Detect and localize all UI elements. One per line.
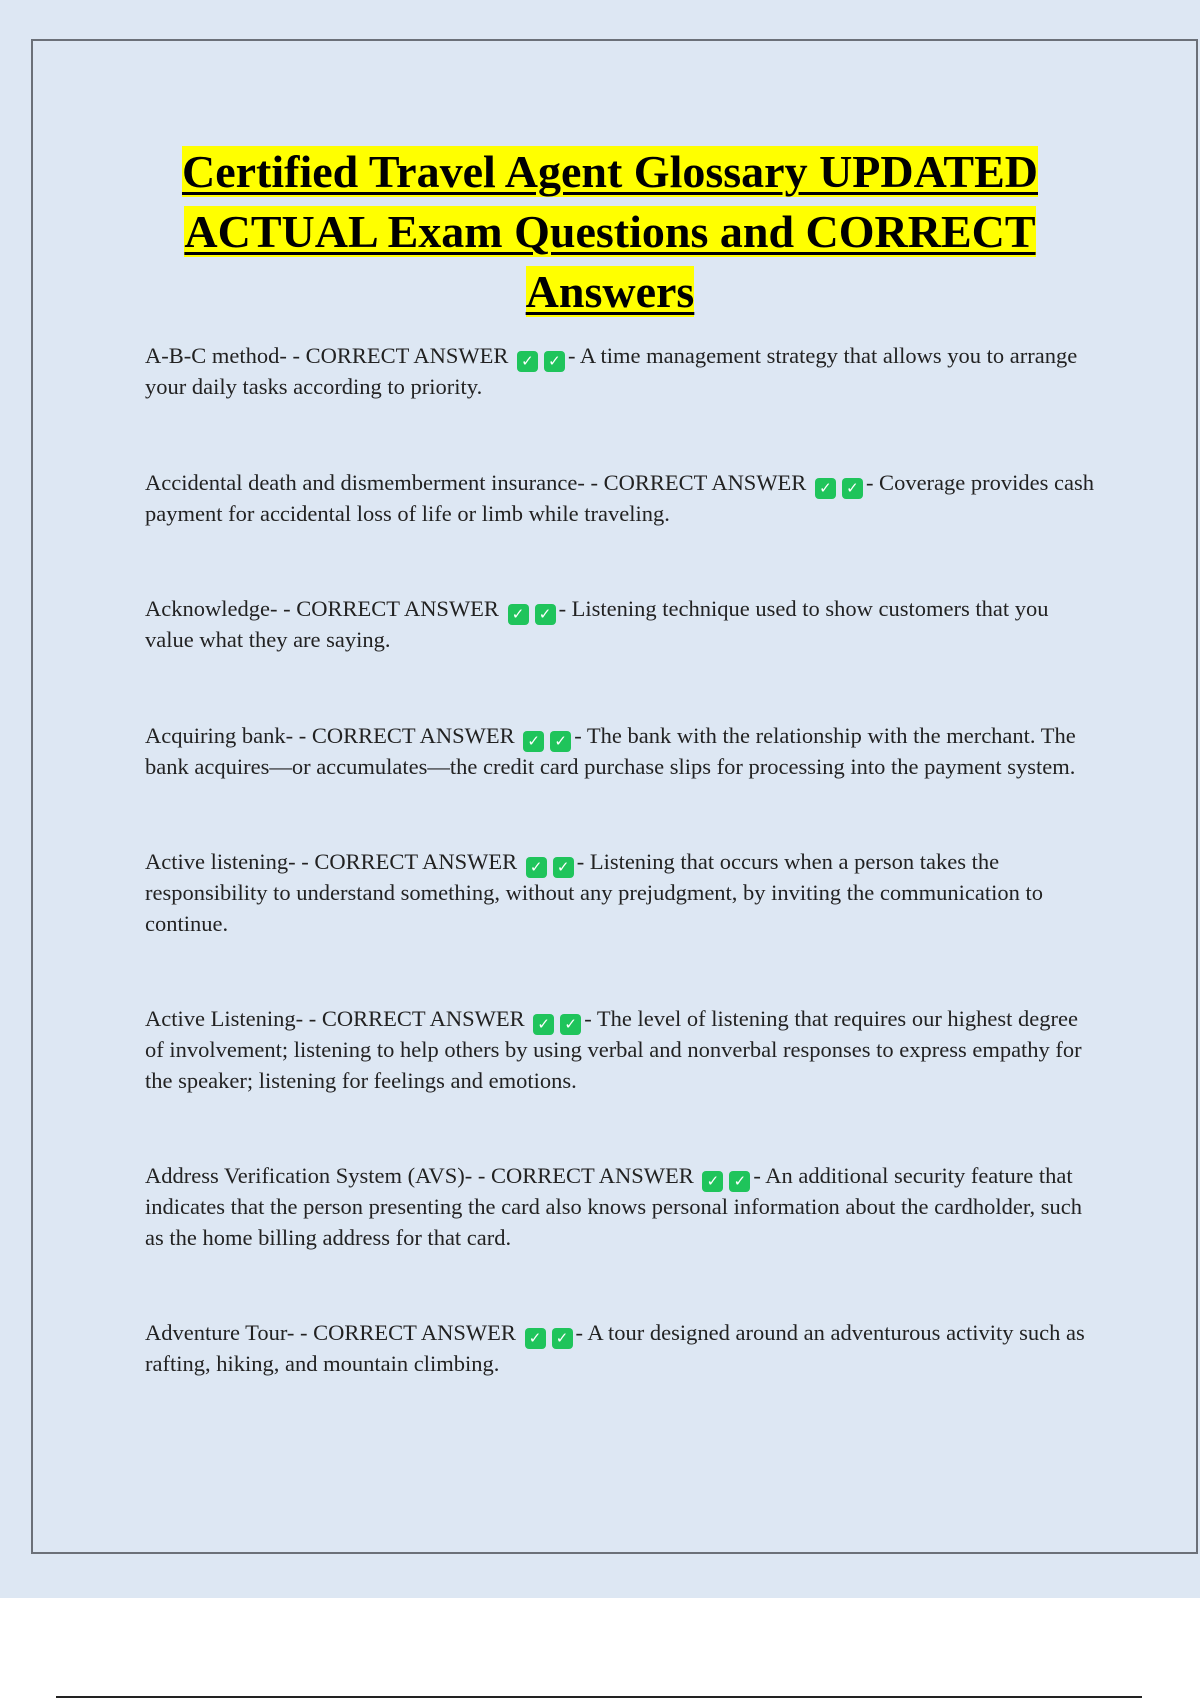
glossary-entry xyxy=(145,1318,1095,1380)
check-mark-icon: ✓ xyxy=(533,1014,554,1035)
entry-definition: - Listening that occurs when a person takes the responsibility to understand something, without any prejudgment, by inviting the communication to continue. xyxy=(145,849,1044,936)
glossary-entry xyxy=(145,341,1095,403)
check-mark-icon: ✓ xyxy=(560,1014,581,1035)
entry-definition: - Listening technique used to show customers that you value what they are saying. xyxy=(145,596,1049,652)
answer-label: - CORRECT ANSWER xyxy=(298,722,515,748)
entry-term: Adventure Tour- xyxy=(145,1320,301,1345)
check-mark-icon: ✓ xyxy=(702,1171,723,1192)
entry-term: A-B-C method- xyxy=(145,343,293,368)
check-mark-icon: ✓ xyxy=(550,731,571,752)
title-line-3: Answers xyxy=(525,266,695,317)
glossary-entry xyxy=(145,847,1095,939)
document-title xyxy=(145,142,1075,322)
glossary-entry xyxy=(145,468,1095,530)
title-line-1: Certified Travel Agent Glossary UPDATED xyxy=(181,146,1038,197)
answer-label: - CORRECT ANSWER xyxy=(477,1163,694,1188)
answer-label: - CORRECT ANSWER xyxy=(292,343,509,368)
entry-definition: - The bank with the relationship with the merchant. The bank acquires—or accumulates—the credit card purchase slips for processing into the payment system. xyxy=(145,722,1076,779)
check-mark-icon: ✓ xyxy=(523,731,544,752)
check-mark-icon: ✓ xyxy=(544,351,565,372)
answer-label: - CORRECT ANSWER xyxy=(301,849,518,874)
title-line-2: ACTUAL Exam Questions and CORRECT xyxy=(184,206,1036,257)
footer-rule xyxy=(56,1696,1142,1698)
check-mark-icon: ✓ xyxy=(526,857,547,878)
check-mark-icon: ✓ xyxy=(553,857,574,878)
entry-term: Acquiring bank- xyxy=(145,722,299,748)
check-mark-icon: ✓ xyxy=(517,351,538,372)
entry-term: Accidental death and dismemberment insurance- xyxy=(145,469,591,495)
glossary-list xyxy=(145,341,1095,1380)
check-mark-icon: ✓ xyxy=(508,604,529,625)
entry-term: Active listening- xyxy=(145,849,302,874)
entry-definition: - Coverage provides cash payment for accidental loss of life or limb while traveling. xyxy=(145,469,1094,526)
check-mark-icon: ✓ xyxy=(842,478,863,499)
glossary-entry xyxy=(145,721,1095,783)
check-mark-icon: ✓ xyxy=(729,1171,750,1192)
entry-definition: - A time management strategy that allows you to arrange your daily tasks according to priority. xyxy=(145,343,1078,399)
check-mark-icon: ✓ xyxy=(525,1328,546,1349)
entry-definition: - The level of listening that requires our highest degree of involvement; listening to help others by using verbal and nonverbal responses to express empathy for the speaker; listening for feelings and emotions. xyxy=(145,1006,1082,1093)
entry-definition: - A tour designed around an adventurous activity such as rafting, hiking, and mountain climbing. xyxy=(145,1320,1085,1376)
answer-label: - CORRECT ANSWER xyxy=(300,1320,516,1345)
glossary-entry xyxy=(145,594,1095,656)
check-mark-icon: ✓ xyxy=(815,478,836,499)
glossary-entry xyxy=(145,1004,1095,1096)
entry-definition: - An additional security feature that indicates that the person presenting the card also knows personal information about the cardholder, such as the home billing address for that card. xyxy=(145,1163,1082,1250)
answer-label: - CORRECT ANSWER xyxy=(590,469,807,495)
glossary-entry xyxy=(145,1161,1095,1253)
entry-term: Active Listening- xyxy=(145,1006,309,1031)
answer-label: - CORRECT ANSWER xyxy=(308,1006,525,1031)
answer-label: - CORRECT ANSWER xyxy=(283,596,499,621)
check-mark-icon: ✓ xyxy=(535,604,556,625)
check-mark-icon: ✓ xyxy=(552,1328,573,1349)
entry-term: Acknowledge- xyxy=(145,596,284,621)
entry-term: Address Verification System (AVS)- xyxy=(145,1163,478,1188)
